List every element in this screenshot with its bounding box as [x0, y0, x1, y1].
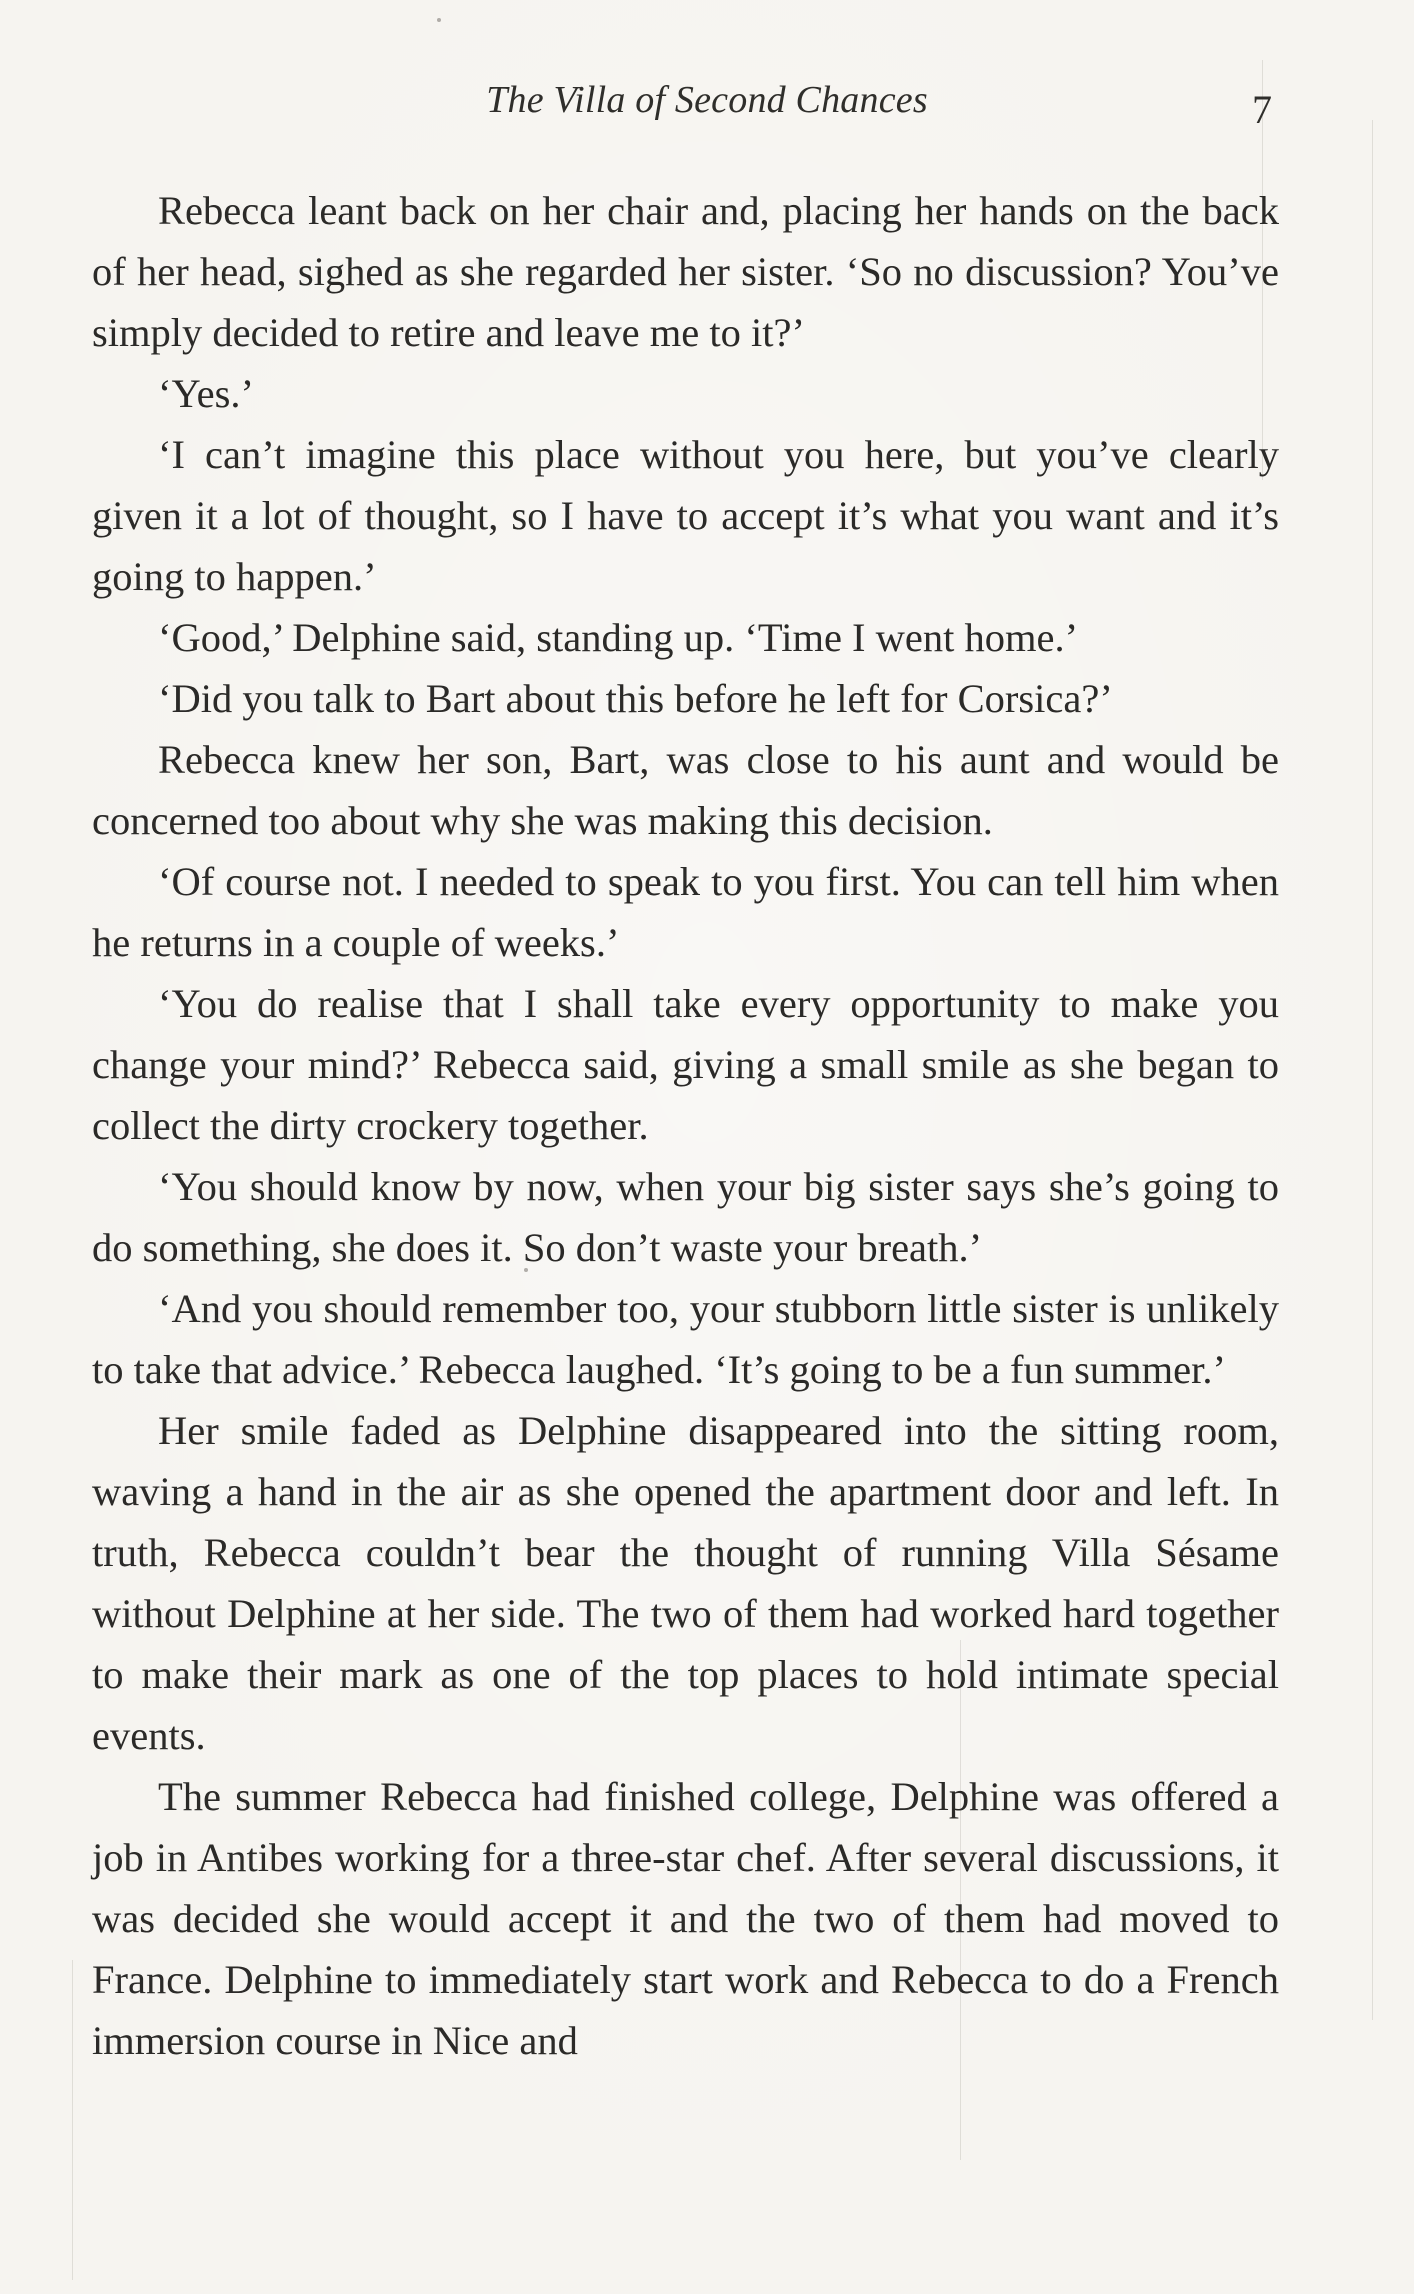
paragraph: Rebecca knew her son, Bart, was close to his aunt and would be concerned too about why she was making this decision.	[92, 737, 1279, 843]
paragraph: ‘You do realise that I shall take every opportunity to make you change your mind?’ Rebecca said, giving a small smile as she began to collect the dirty crockery together.	[92, 981, 1279, 1148]
paragraph: Rebecca leant back on her chair and, placing her hands on the back of her head, sighed as she regarded her sister. ‘So no discussion? You’ve simply decided to retire and leave me to it?’	[92, 188, 1279, 355]
page-number: 7	[1252, 87, 1272, 132]
paragraph: ‘Of course not. I needed to speak to you first. You can tell him when he returns in a couple of weeks.’	[92, 859, 1279, 965]
paper-speck	[437, 18, 441, 22]
paragraph: ‘Good,’ Delphine said, standing up. ‘Time I went home.’	[158, 615, 1079, 660]
paragraph: ‘I can’t imagine this place without you here, but you’ve clearly given it a lot of thought, so I have to accept it’s what you want and it’s going to happen.’	[92, 432, 1279, 599]
paragraph: ‘Yes.’	[158, 371, 255, 416]
paragraph: ‘You should know by now, when your big sister says she’s going to do something, she does it. So don’t waste your breath.’	[92, 1164, 1279, 1270]
show-through-line	[72, 1960, 73, 2280]
running-title: The Villa of Second Chances	[486, 79, 928, 121]
show-through-line	[1372, 120, 1373, 2020]
paragraph: The summer Rebecca had finished college, Delphine was offered a job in Antibes working for a three-star chef. After several discussions, it was decided she would accept it and the two of them had moved to France. Delphine to immediately start work and Rebecca to do a French immersion course in Nice and	[92, 1774, 1279, 2063]
page-header	[0, 78, 1414, 138]
paragraph: ‘And you should remember too, your stubborn little sister is unlikely to take that advice.’ Rebecca laughed. ‘It’s going to be a fun summer.’	[92, 1286, 1279, 1392]
body-text	[92, 180, 1279, 2071]
paragraph: ‘Did you talk to Bart about this before he left for Corsica?’	[158, 676, 1113, 721]
paragraph: Her smile faded as Delphine disappeared into the sitting room, waving a hand in the air as she opened the apartment door and left. In truth, Rebecca couldn’t bear the thought of running Villa Sésame without Delphine at her side. The two of them had worked hard together to make their mark as one of the top places to hold intimate special events.	[92, 1408, 1279, 1758]
